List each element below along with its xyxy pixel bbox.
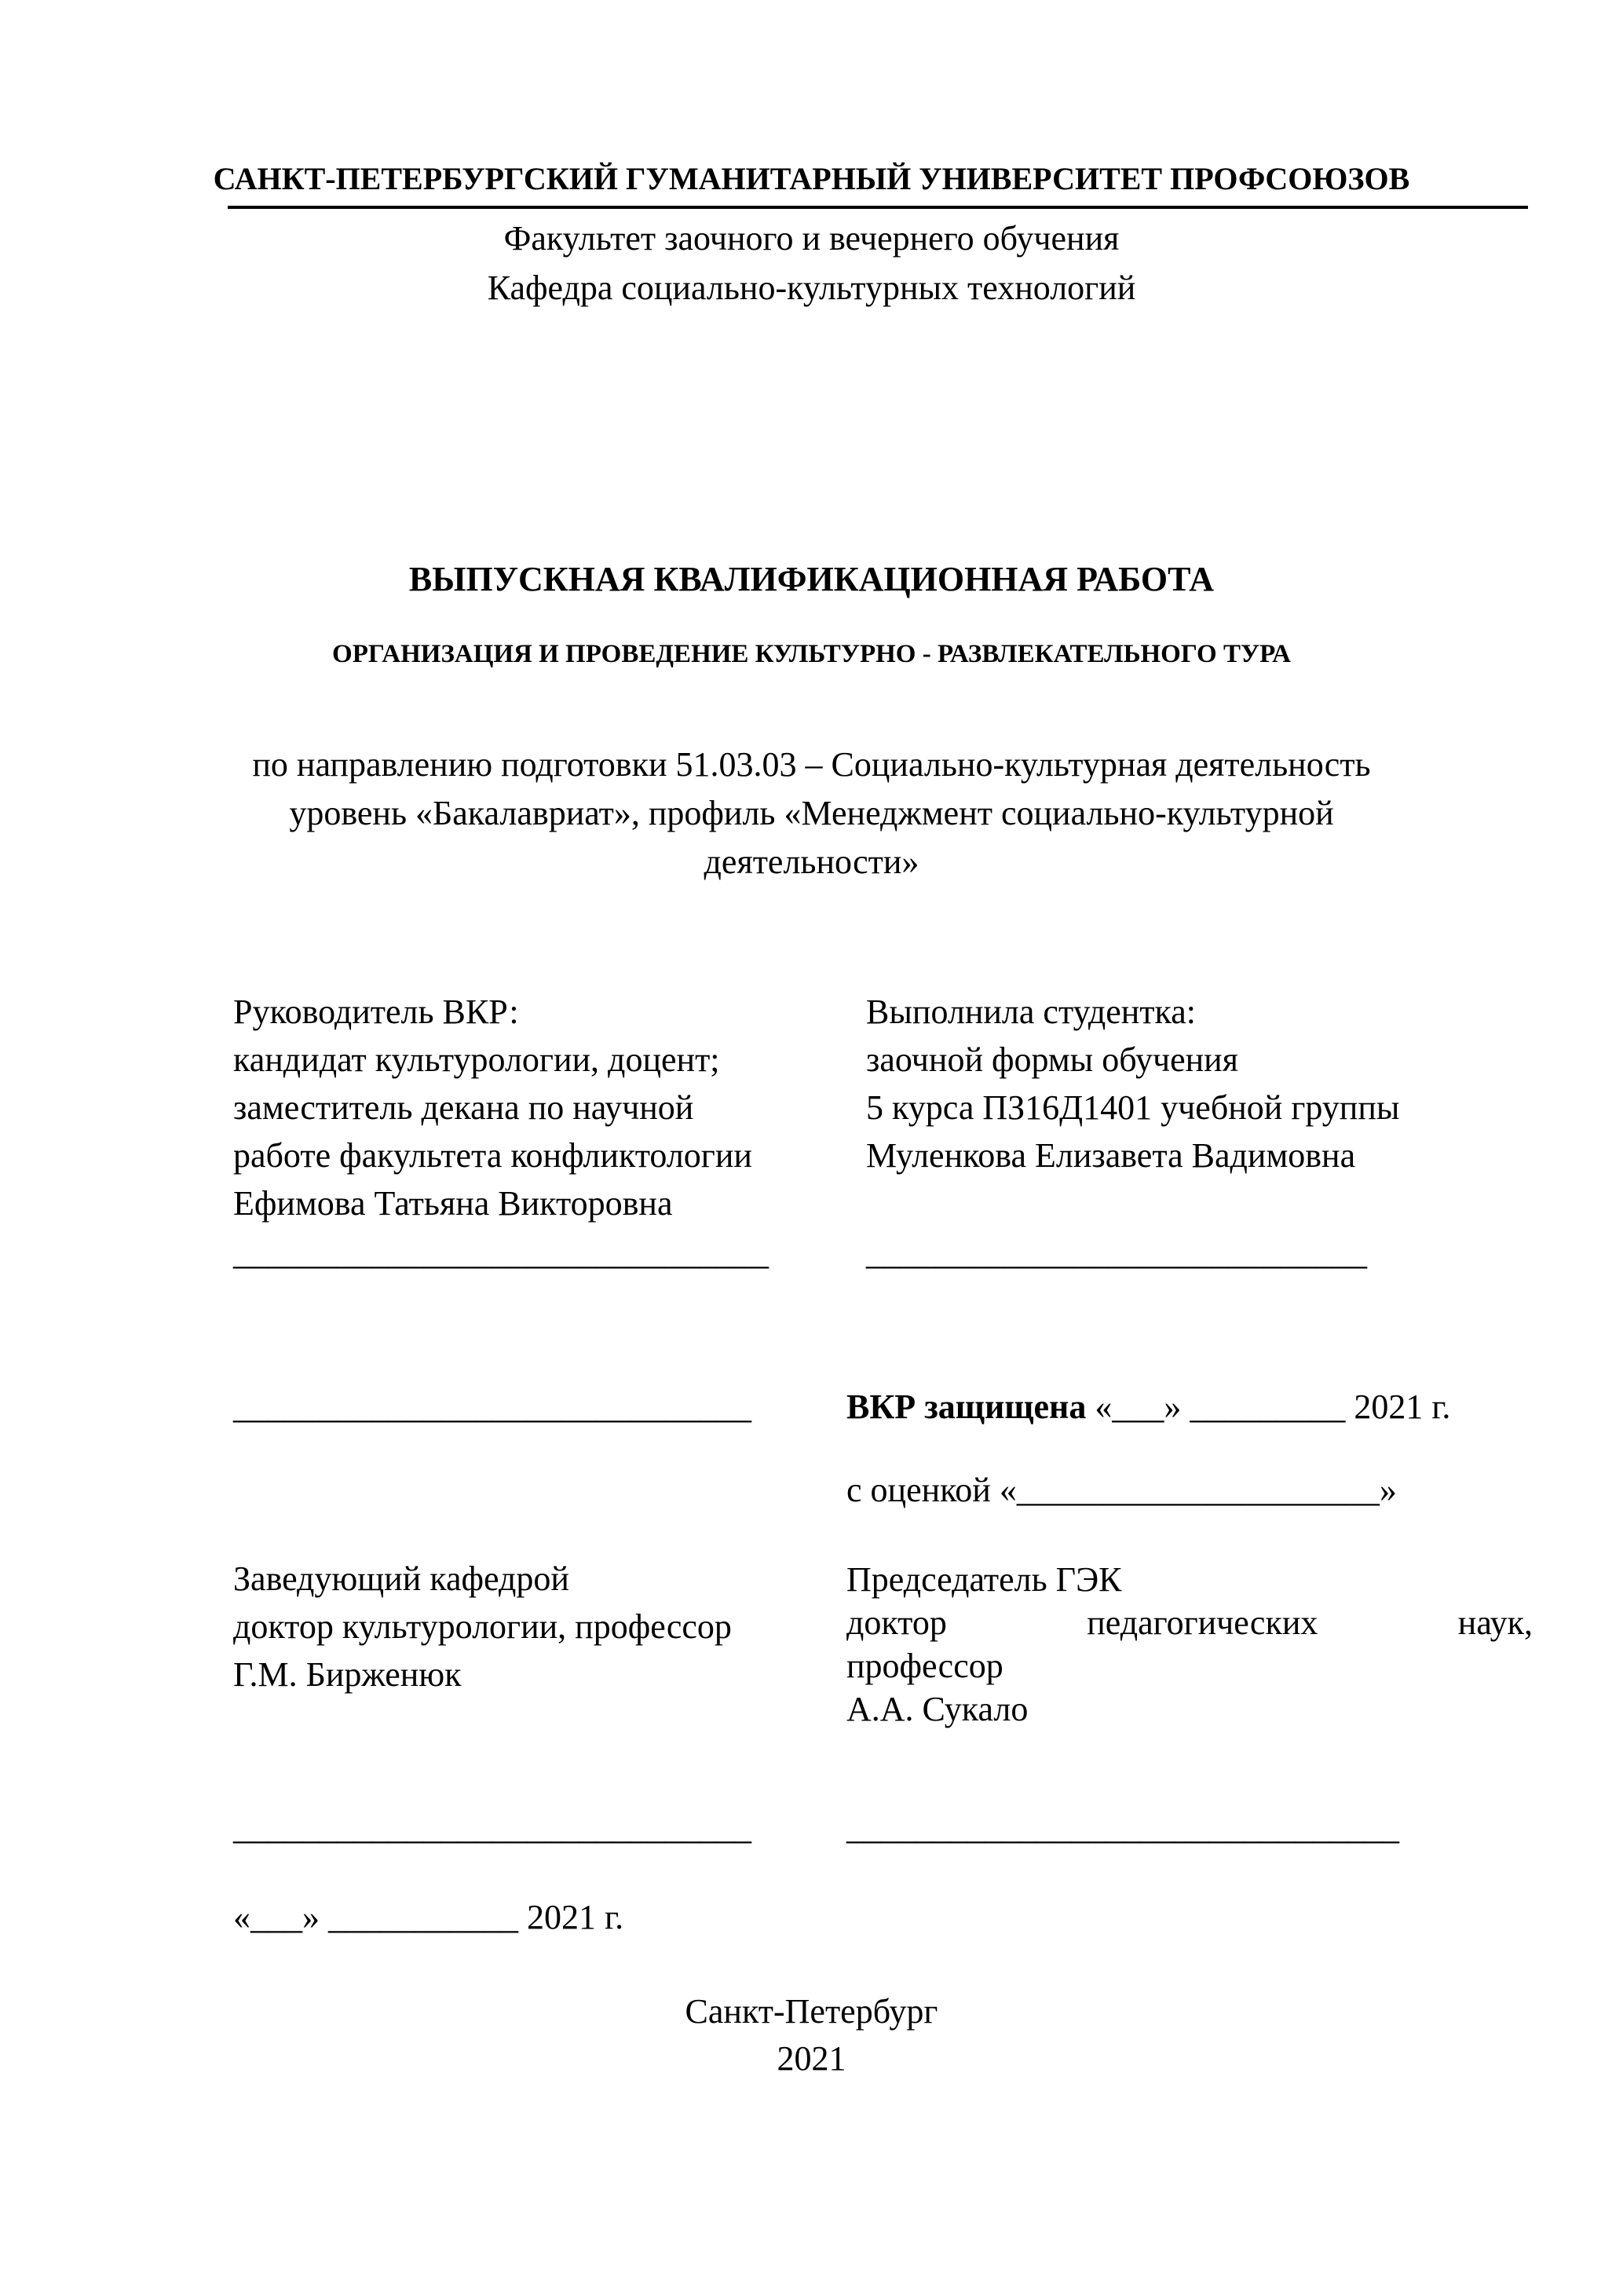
student-label: Выполнила студентка: [866,993,1196,1031]
student-study-form: заочной формы обучения [866,1040,1238,1079]
direction-line-1: по направлению подготовки 51.03.03 – Социально-культурная деятельность [252,745,1371,784]
header-divider [228,206,1528,209]
chairman-degree-word-3: наук, [1457,1603,1533,1642]
head-of-department-block [233,1555,732,1698]
student-signature-line: _____________________________ [866,1234,1367,1272]
supervisor-degree: кандидат культурологии, доцент; [233,1040,720,1079]
defense-label: ВКР защищена [846,1387,1087,1426]
direction-line-2: уровень «Бакалавриат», профиль «Менеджмент социально-культурной [289,794,1334,832]
student-name: Муленкова Елизавета Вадимовна [866,1136,1356,1175]
chairman-name: А.А. Сукало [846,1690,1029,1728]
defense-date-row [846,1382,1450,1432]
supervisor-name: Ефимова Татьяна Викторовна [233,1184,673,1223]
chairman-position: профессор [846,1647,1003,1685]
work-title: ОРГАНИЗАЦИЯ И ПРОВЕДЕНИЕ КУЛЬТУРНО - РАЗВЛЕКАТЕЛЬНОГО ТУРА [332,640,1291,668]
faculty-name: Факультет заочного и вечернего обучения [503,219,1120,258]
head-date-line: «___» ___________ 2021 г. [233,1898,624,1936]
year: 2021 [777,2039,846,2078]
defense-date: «___» _________ 2021 г. [1086,1387,1451,1426]
department-name: Кафедра социально-культурных технологий [487,269,1136,307]
chairman-degree-word-2: педагогических [1087,1603,1318,1642]
head-signature-line: ______________________________ [233,1808,751,1847]
student-block [866,988,1399,1179]
head-name: Г.М. Бирженюк [233,1655,462,1694]
work-type: ВЫПУСКНАЯ КВАЛИФИКАЦИОННАЯ РАБОТА [408,560,1215,598]
chairman-degree-word-1: доктор [846,1603,947,1642]
supervisor-label: Руководитель ВКР: [233,993,519,1031]
head-title: Заведующий кафедрой [233,1559,569,1598]
university-name: САНКТ-ПЕТЕРБУРГСКИЙ ГУМАНИТАРНЫЙ УНИВЕРСИТЕТ ПРОФСОЮЗОВ [213,161,1410,196]
supervisor-position-1: заместитель декана по научной [233,1088,694,1127]
head-degree: доктор культурологии, профессор [233,1607,732,1646]
student-group: 5 курса ПЗ16Д1401 учебной группы [866,1088,1400,1127]
chairman-title: Председатель ГЭК [846,1560,1122,1599]
defense-grade: с оценкой «_____________________» [846,1471,1397,1509]
chairman-signature-line: ________________________________ [846,1808,1399,1847]
city: Санкт-Петербург [685,1992,938,2031]
direction-line-3: деятельности» [704,843,919,881]
supervisor-position-2: работе факультета конфликтологии [233,1136,752,1175]
supervisor-signature-line: _______________________________ [233,1234,769,1272]
supervisor-block [233,988,752,1227]
defense-left-line: ______________________________ [233,1387,751,1426]
